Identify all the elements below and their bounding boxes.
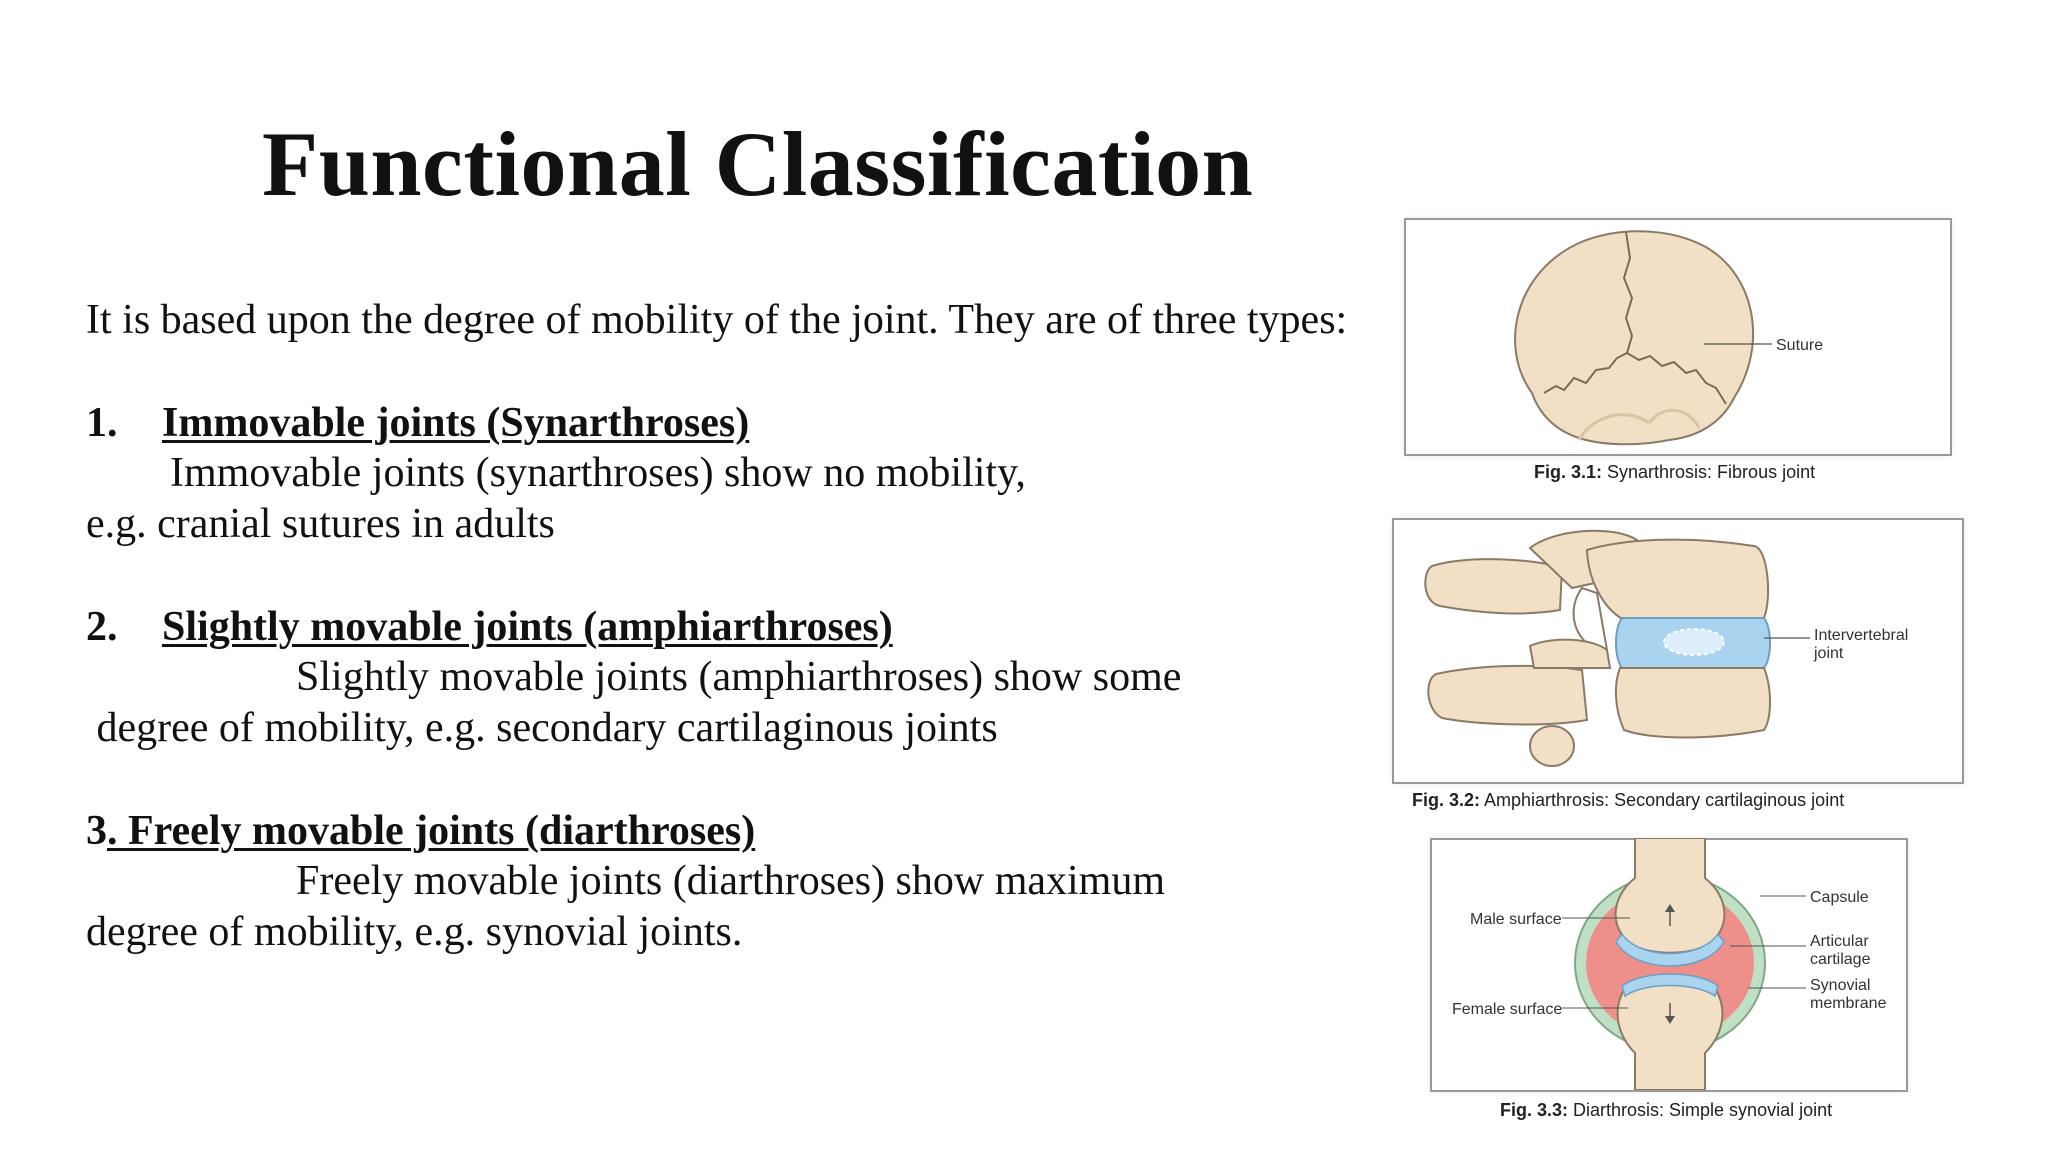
vertebrae-illustration <box>1392 518 1964 782</box>
figure-diarthrosis <box>1430 838 1930 1128</box>
label-intervertebral: Intervertebral <box>1814 627 1909 644</box>
label-male-surface: Male surface <box>1470 911 1562 928</box>
figure-synarthrosis <box>1404 218 1952 488</box>
slide-title: Functional Classification <box>262 113 1254 215</box>
caption-prefix: Fig. 3.2: <box>1412 790 1481 810</box>
item-heading <box>86 398 1386 448</box>
item-heading <box>86 806 1386 856</box>
item-heading <box>86 602 1386 652</box>
caption-text: Synarthrosis: Fibrous joint <box>1602 462 1816 482</box>
label-female-surface: Female surface <box>1452 1001 1563 1018</box>
label-membrane: membrane <box>1810 995 1887 1012</box>
figure-amphiarthrosis <box>1392 518 1964 816</box>
label-cartilage: cartilage <box>1810 951 1871 968</box>
label-synovial: Synovial <box>1810 977 1871 994</box>
synovial-joint-illustration <box>1430 838 1930 1090</box>
item-number: 2. <box>86 604 118 650</box>
intro-text: It is based upon the degree of mobility of the joint. They are of three types: <box>86 297 1348 343</box>
item-description: Freely movable joints (diarthroses) show maximum degree of mobility, e.g. synovial joints. <box>86 858 1166 955</box>
caption-text: Amphiarthrosis: Secondary cartilaginous joint <box>1480 790 1845 810</box>
label-articular: Articular <box>1810 933 1869 950</box>
figure-caption <box>1500 1100 1832 1121</box>
item-heading-text: . Freely movable joints (diarthroses) <box>107 808 756 854</box>
item-number: 1. <box>86 400 118 446</box>
item-number: 3 <box>86 808 107 854</box>
label-suture: Suture <box>1776 337 1824 354</box>
item-heading-text: Immovable joints (Synarthroses) <box>162 400 750 446</box>
label-joint: joint <box>1814 645 1844 662</box>
figure-caption <box>1412 790 1844 811</box>
item-description: Immovable joints (synarthroses) show no mobility, e.g. cranial sutures in adults <box>86 450 1026 547</box>
joint-type-slightly-movable <box>86 602 1386 754</box>
item-heading-text: Slightly movable joints (amphiarthroses) <box>162 604 893 650</box>
skull-illustration <box>1404 218 1952 454</box>
caption-prefix: Fig. 3.3: <box>1500 1100 1569 1120</box>
label-capsule: Capsule <box>1810 889 1869 906</box>
joint-type-immovable <box>86 398 1386 550</box>
item-description: Slightly movable joints (amphiarthroses) show some degree of mobility, e.g. secondary cartilaginous joints <box>96 654 1182 751</box>
caption-prefix: Fig. 3.1: <box>1534 462 1603 482</box>
joint-type-freely-movable <box>86 806 1386 958</box>
caption-text: Diarthrosis: Simple synovial joint <box>1568 1100 1833 1120</box>
figure-caption <box>1534 462 1815 483</box>
